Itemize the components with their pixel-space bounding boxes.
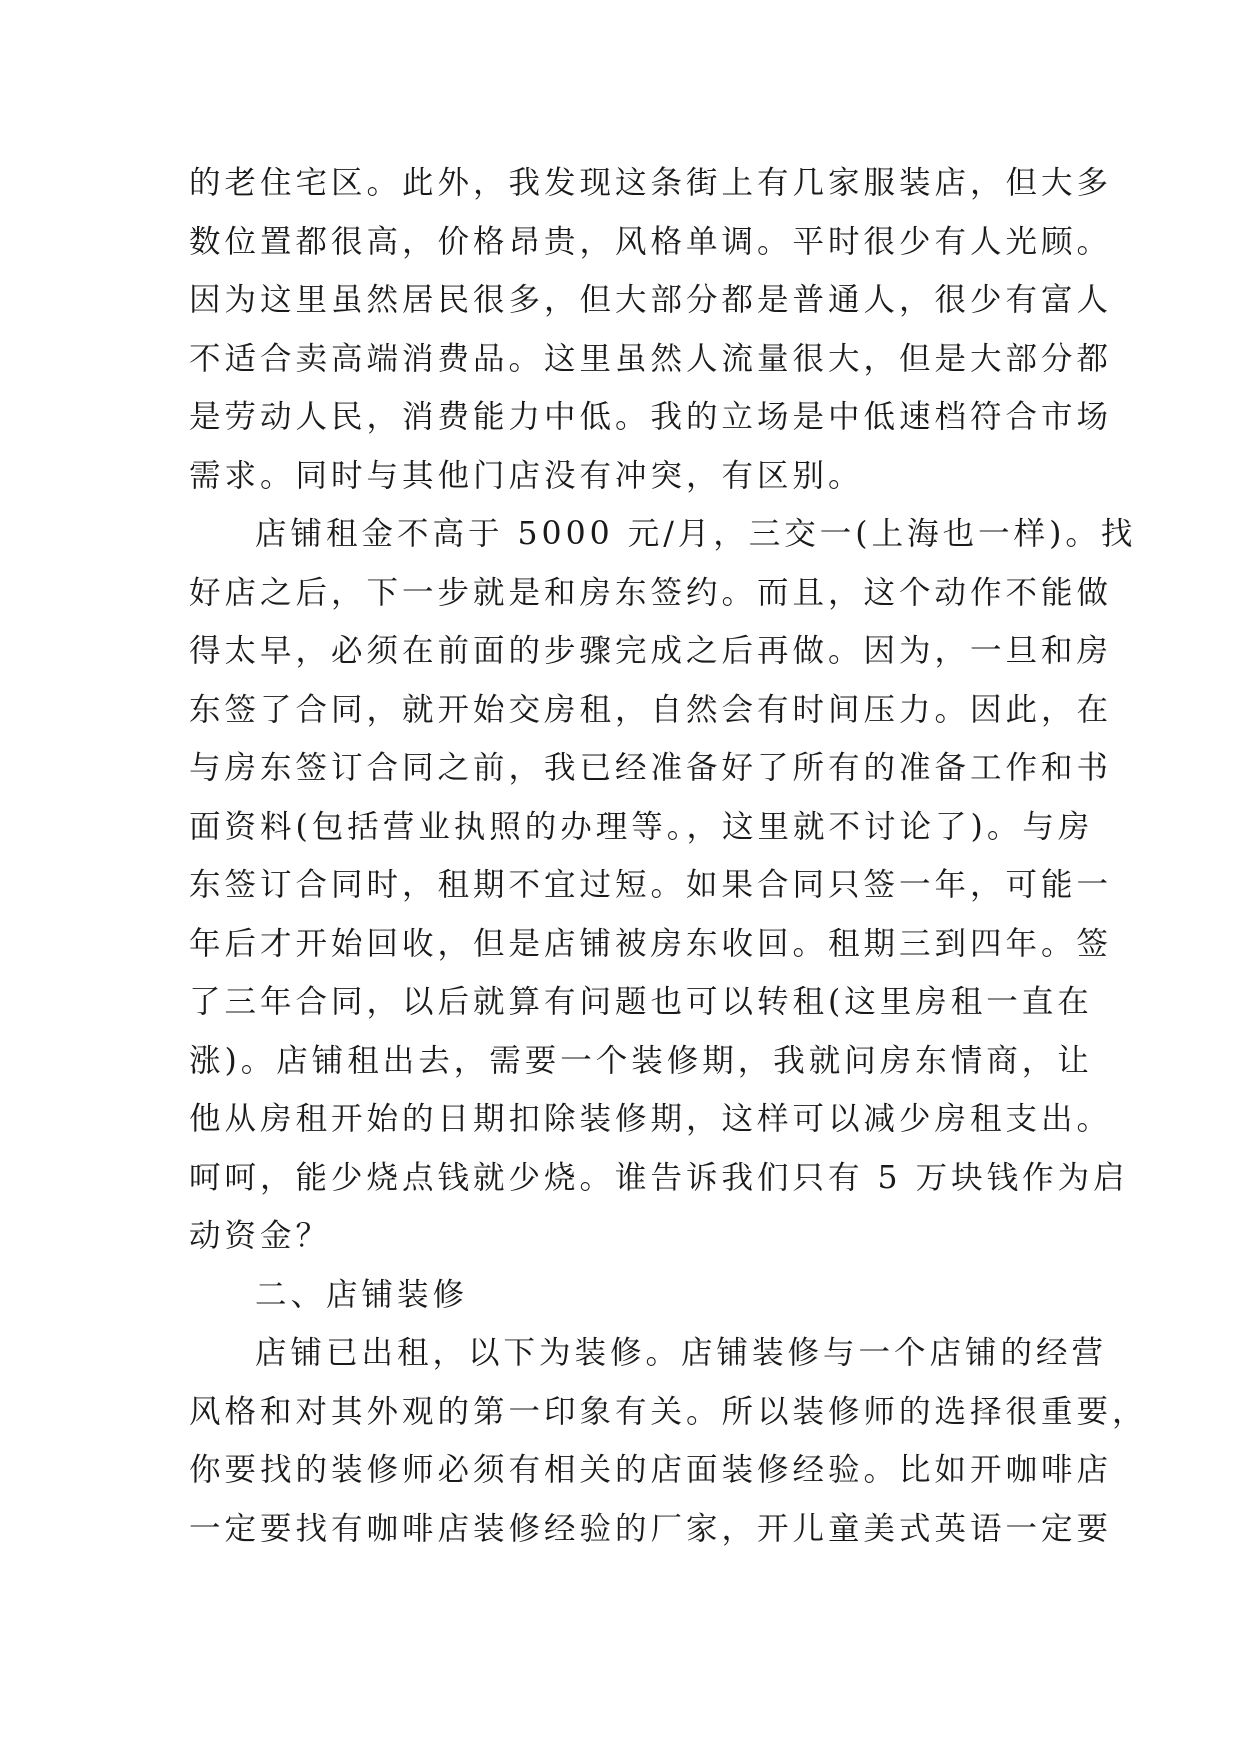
text-line: 东签订合同时，租期不宜过短。如果合同只签一年，可能一 (189, 867, 1113, 903)
text-line: 了三年合同，以后就算有问题也可以转租(这里房租一直在 (189, 984, 1093, 1020)
text-line: 你要找的装修师必须有相关的店面装修经验。比如开咖啡店 (189, 1452, 1113, 1488)
text-line: 一定要找有咖啡店装修经验的厂家，开儿童美式英语一定要 (189, 1510, 1113, 1547)
text-line: 需求。同时与其他门店没有冲突，有区别。 (189, 457, 864, 494)
text-line: 与房东签订合同之前，我已经准备好了所有的准备工作和书 (189, 750, 1113, 786)
text-line: 东签了合同，就开始交房租，自然会有时间压力。因此，在 (189, 691, 1113, 728)
text-line: 涨)。店铺租出去，需要一个装修期，我就问房东情商，让 (189, 1042, 1093, 1079)
text-line: 因为这里虽然居民很多，但大部分都是普通人，很少有富人 (189, 282, 1113, 318)
section-heading: 二、店铺装修 (255, 1276, 469, 1313)
text-line: 面资料(包括营业执照的办理等。，这里就不讨论了)。与房 (189, 808, 1094, 845)
document-body (189, 154, 1148, 1558)
text-line: 年后才开始回收，但是店铺被房东收回。租期三到四年。签 (189, 925, 1113, 962)
text-line: 他从房租开始的日期扣除装修期，这样可以减少房租支出。 (189, 1101, 1113, 1137)
text-line: 不适合卖高端消费品。这里虽然人流量很大，但是大部分都 (189, 340, 1113, 377)
text-line: 呵呵，能少烧点钱就少烧。谁告诉我们只有 5 万块钱作为启 (189, 1159, 1129, 1196)
text-line: 动资金？ (189, 1218, 332, 1254)
text-line: 数位置都很高，价格昂贵，风格单调。平时很少有人光顾。 (189, 223, 1113, 260)
text-line: 风格和对其外观的第一印象有关。所以装修师的选择很重要， (189, 1393, 1148, 1430)
text-line: 好店之后，下一步就是和房东签约。而且，这个动作不能做 (189, 574, 1113, 611)
text-line: 是劳动人民，消费能力中低。我的立场是中低速档符合市场 (189, 399, 1113, 435)
text-line: 的老住宅区。此外，我发现这条街上有几家服装店，但大多 (189, 165, 1113, 201)
text-line: 得太早，必须在前面的步骤完成之后再做。因为，一旦和房 (189, 633, 1113, 669)
paragraph-start-line: 店铺已出租，以下为装修。店铺装修与一个店铺的经营 (255, 1335, 1108, 1371)
paragraph-start-line: 店铺租金不高于 5000 元/月，三交一(上海也一样)。找 (255, 516, 1137, 552)
